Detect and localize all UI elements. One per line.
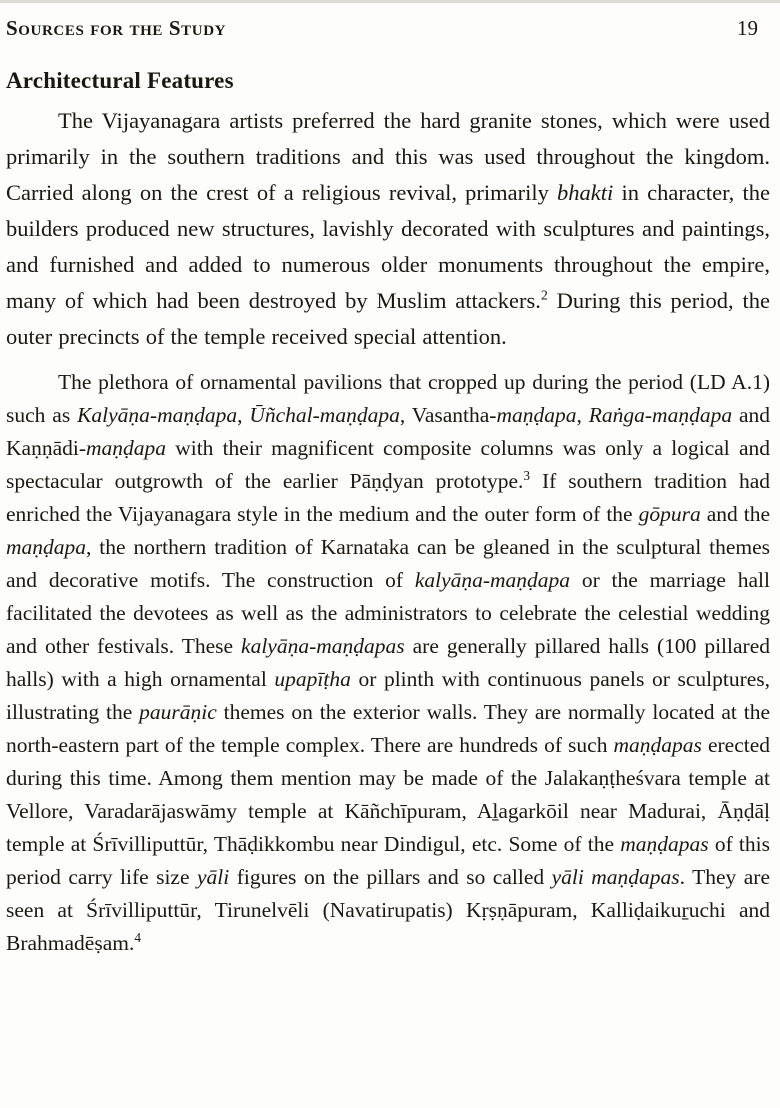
italic-term: Ūñchal-maṇḍapa bbox=[249, 403, 400, 427]
text-run: . They are seen at Śrīvilliputtūr, Tirunelvēli (Navatirupatis) Kṛṣṇāpuram, Kalliḍaikuṟuchi and Brahmadēṣam. bbox=[6, 865, 770, 955]
italic-term: paurāṇic bbox=[139, 700, 217, 724]
text-run: , bbox=[237, 403, 250, 427]
italic-term: upapīṭha bbox=[274, 667, 351, 691]
footnote-marker: 3 bbox=[523, 467, 531, 483]
text-run: During this period, the outer precincts of the temple received special attention. bbox=[6, 288, 770, 349]
italic-term: Raṅga-maṇḍapa bbox=[588, 403, 733, 427]
text-run: of this period carry life size bbox=[6, 832, 770, 889]
text-run: , bbox=[576, 403, 589, 427]
text-run: The plethora of ornamental pavilions that cropped up during the period (LD A.1) such as bbox=[6, 370, 770, 427]
text-run: with their magnificent composite columns was only a logical and spectacular outgrowth of the earlier Pāṇḍyan prototype. bbox=[6, 436, 770, 493]
text-run: themes on the exterior walls. They are normally located at the north-eastern part of the temple complex. There are hundreds of such bbox=[6, 700, 770, 757]
footnote-marker: 2 bbox=[540, 288, 548, 304]
running-header bbox=[6, 16, 770, 41]
text-run: figures on the pillars and so called bbox=[229, 865, 552, 889]
italic-term: yāli maṇḍapas bbox=[551, 865, 680, 889]
italic-term: bhakti bbox=[557, 180, 614, 205]
italic-term: maṇḍapa bbox=[6, 535, 87, 559]
text-run: and the bbox=[700, 502, 770, 526]
footnote-marker: 4 bbox=[134, 929, 142, 945]
italic-term: maṇḍapa bbox=[496, 403, 577, 427]
page-number: 19 bbox=[737, 16, 758, 40]
italic-term: Kalyāṇa-maṇḍapa bbox=[77, 403, 238, 427]
body-text bbox=[6, 103, 770, 960]
text-run: and Kaṇṇādi- bbox=[6, 403, 771, 460]
text-run: , the northern tradition of Karnataka can be gleaned in the sculptural themes and decorative motifs. The construction of bbox=[6, 535, 770, 592]
italic-term: maṇḍapas bbox=[613, 733, 702, 757]
italic-term: kalyāṇa-maṇḍapas bbox=[241, 634, 405, 658]
text-run: The Vijayanagara artists preferred the hard granite stones, which were used primarily in the southern traditions and this was used throughout the kingdom. Carried along on the crest of a religious revival, primarily bbox=[6, 108, 770, 205]
text-run: If southern tradition had enriched the Vijayanagara style in the medium and the outer form of the bbox=[6, 469, 770, 526]
italic-term: maṇḍapa bbox=[86, 436, 167, 460]
running-header-title: Sources for the Study bbox=[6, 16, 227, 40]
text-run: in character, the builders produced new structures, lavishly decorated with sculptures and paintings, and furnished and added to numerous older monuments throughout the empire, many of which had been destroyed by Muslim attackers. bbox=[6, 180, 770, 313]
italic-term: yāli bbox=[196, 865, 230, 889]
italic-term: maṇḍapas bbox=[620, 832, 709, 856]
italic-term: kalyāṇa-maṇḍapa bbox=[414, 568, 571, 592]
text-run: or the marriage hall facilitated the devotees as well as the administrators to celebrate the celestial wedding and other festivals. These bbox=[6, 568, 770, 658]
text-run: , Vasantha- bbox=[399, 403, 497, 427]
paragraph bbox=[6, 366, 770, 960]
text-run: erected during this time. Among them mention may be made of the Jalakaṇṭheśvara temple at Vellore, Varadarājaswāmy temple at Kāñchīpuram, Aḻagarkōil near Madurai, Āṇḍāḷ temple at Śrīvilliputtūr, Thāḍikkombu near Dindigul, etc. Some of the bbox=[6, 733, 770, 856]
italic-term: gōpura bbox=[638, 502, 701, 526]
text-run: or plinth with continuous panels or sculptures, illustrating the bbox=[6, 667, 771, 724]
text-run: are generally pillared halls (100 pillared halls) with a high ornamental bbox=[6, 634, 770, 691]
paragraph bbox=[6, 103, 770, 355]
section-heading: Architectural Features bbox=[6, 68, 234, 93]
